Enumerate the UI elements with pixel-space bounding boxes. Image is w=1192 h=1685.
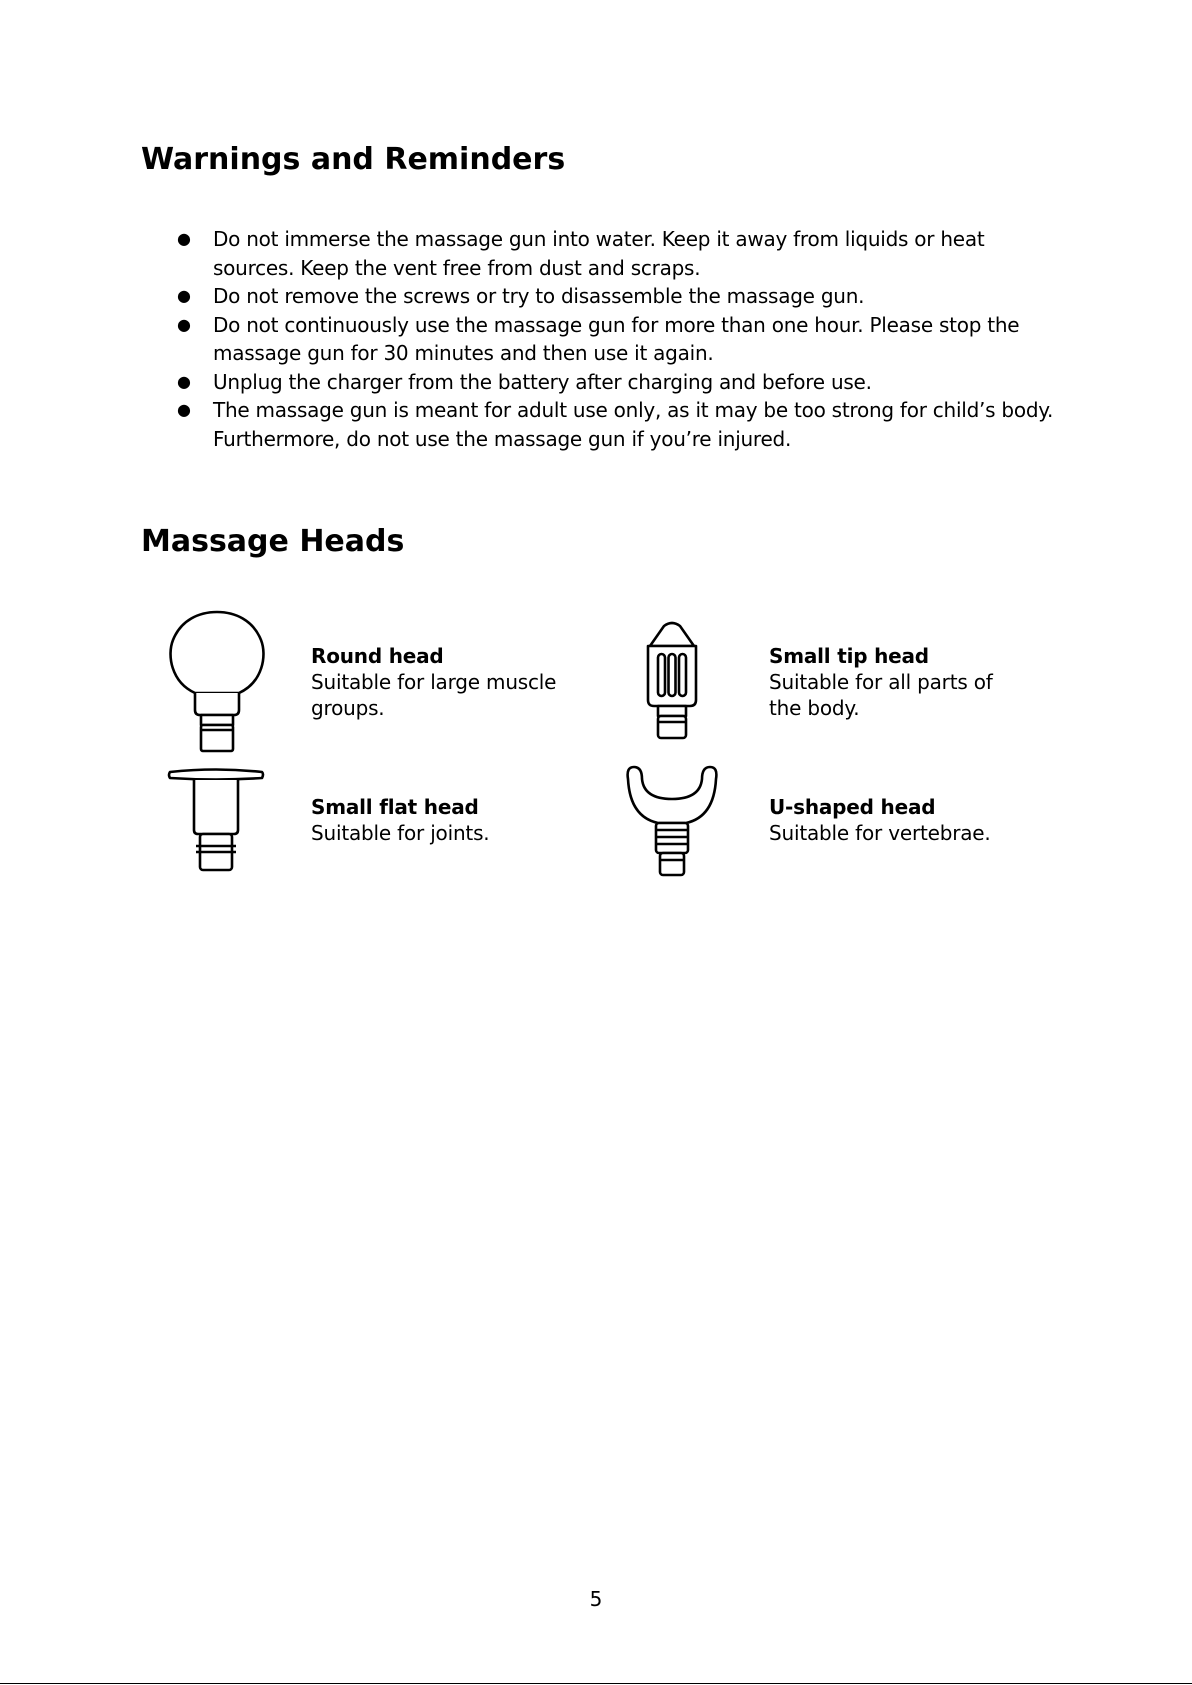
warnings-list [141,225,1061,453]
head-name: Round head [311,644,444,668]
page-number: 5 [589,1587,603,1611]
head-name: Small tip head [769,644,929,668]
warning-item: ● The massage gun is meant for adult use only, as it may be too strong for child’s body. Furthermore, do not use the massage gun if you’re injured. [177,398,1054,451]
small-tip-head-icon [644,620,700,744]
u-shaped-head-icon [624,765,720,879]
round-head-text [311,643,571,721]
round-head-icon [165,610,269,756]
head-name: U-shaped head [769,795,936,819]
page-bottom-rule [0,1683,1192,1684]
massage-heads-heading: Massage Heads [141,524,405,559]
small-flat-head-text [311,794,571,846]
head-name: Small flat head [311,795,479,819]
head-description: Suitable for vertebrae. [769,821,991,845]
warning-item: ● Do not continuously use the massage gun for more than one hour. Please stop the massage gun for 30 minutes and then use it again. [177,312,1020,365]
warnings-heading: Warnings and Reminders [141,142,566,177]
small-tip-head-text [769,643,1029,721]
small-flat-head-icon [166,768,266,874]
u-shaped-head-text [769,794,1029,846]
head-description: Suitable for joints. [311,821,490,845]
warning-item: ● Do not immerse the massage gun into water. Keep it away from liquids or heat sources. Keep the vent free from dust and scraps. [177,227,985,280]
warning-item: ● Do not remove the screws or try to disassemble the massage gun. [177,284,865,308]
head-description: Suitable for all parts of the body. [769,670,993,720]
head-description: Suitable for large muscle groups. [311,670,557,720]
warning-item: ● Unplug the charger from the battery after charging and before use. [177,369,872,394]
